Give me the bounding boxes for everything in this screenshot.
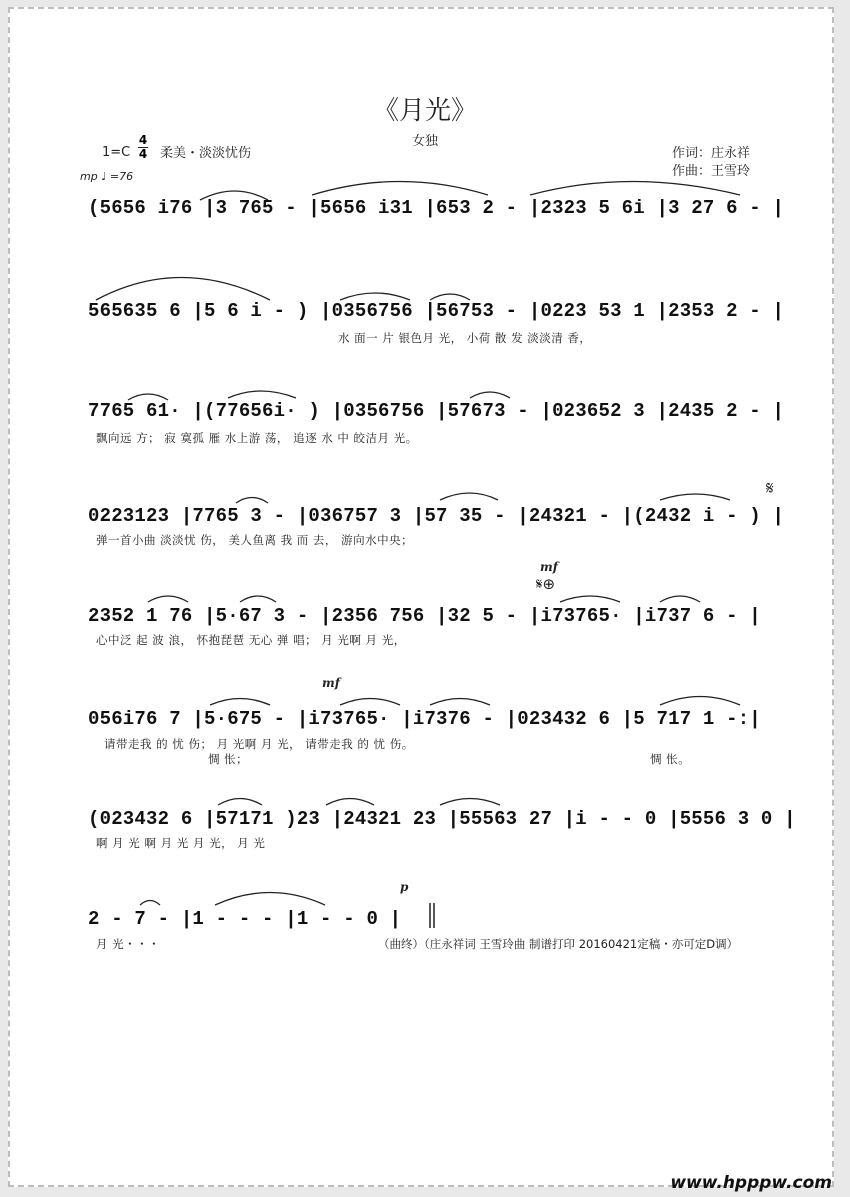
time-top: 4 bbox=[138, 133, 148, 147]
slur bbox=[218, 799, 262, 806]
lyricist-credit: 作词：庄永祥 bbox=[672, 146, 751, 161]
slur bbox=[340, 699, 400, 706]
notation-row-3: 7765 61· |(77656i· ) |0356756 |57673 - |023652 3 |2435 2 - | bbox=[88, 400, 785, 422]
slur bbox=[128, 394, 168, 400]
slur bbox=[440, 493, 498, 500]
slur bbox=[430, 294, 470, 300]
notation-row-1: (5656 i76 |3 765 - |5656 i31 |653 2 - |2323 5 6i |3 27 6 - | bbox=[88, 197, 785, 219]
notation-row-6: 056i76 7 |5·675 - |i73765· |i7376 - |023432 6 |5 717 1 -:| bbox=[88, 708, 761, 730]
tempo-mark: mp ♩ =76 bbox=[80, 170, 134, 183]
dynamic-p: p bbox=[400, 880, 409, 894]
expression-style: 柔美・淡淡忧伤 bbox=[160, 146, 252, 161]
slur bbox=[560, 596, 620, 602]
song-title: 《月光》 bbox=[372, 96, 477, 126]
slur bbox=[340, 293, 410, 300]
dynamic-mf-1: mf bbox=[540, 560, 558, 574]
slur bbox=[660, 494, 730, 500]
slur bbox=[210, 699, 270, 706]
lyric-row-5: 心中泛 起 波 浪， 怀抱琵琶 无心 弹 唱； 月 光啊 月 光， bbox=[96, 633, 406, 647]
notation-row-2: 565635 6 |5 6 i - ) |0356756 |56753 - |0223 53 1 |2353 2 - | bbox=[88, 300, 785, 322]
slur bbox=[96, 278, 270, 301]
slur bbox=[430, 699, 490, 706]
lyric-row-6-second-a: 惆 怅； bbox=[208, 752, 249, 766]
notation-row-7: (023432 6 |57171 )23 |24321 23 |55563 27 |i - - 0 |5556 3 0 | bbox=[88, 808, 796, 830]
lyric-row-8: 月 光・・・ bbox=[96, 937, 161, 951]
slur bbox=[140, 901, 160, 906]
composer-credit: 作曲：王雪玲 bbox=[672, 164, 751, 179]
segno-coda-sign: 𝄋⊕ bbox=[536, 575, 556, 593]
song-subtitle: 女独 bbox=[411, 134, 438, 149]
slur bbox=[660, 596, 700, 602]
ending-note: （曲终）（庄永祥词 王雪玲曲 制谱打印 20160421定稿・亦可定D调） bbox=[378, 937, 739, 951]
slur bbox=[148, 596, 188, 602]
slur bbox=[312, 182, 488, 196]
lyric-row-2: 水 面一 片 银色月 光， 小荷 散 发 淡淡清 香， bbox=[338, 331, 592, 345]
slur bbox=[530, 182, 740, 196]
lyric-row-6: 请带走我 的 忧 伤； 月 光啊 月 光， 请带走我 的 忧 伤。 bbox=[104, 737, 414, 751]
site-watermark: www.hpppw.com bbox=[670, 1173, 832, 1193]
notation-row-8: 2 - 7 - |1 - - - |1 - - 0 | bbox=[88, 908, 402, 930]
lyric-row-6-second-b: 惆 怅。 bbox=[650, 752, 691, 766]
lyric-row-3: 飘向远 方； 寂 寞孤 雁 水上游 荡， 追逐 水 中 皎洁月 光。 bbox=[96, 431, 418, 445]
slur bbox=[236, 498, 268, 504]
slur bbox=[440, 799, 500, 806]
lyric-row-7: 啊 月 光 啊 月 光 月 光， 月 光 bbox=[96, 836, 266, 850]
slur bbox=[200, 191, 268, 200]
lyric-row-4: 弹一首小曲 淡淡忧 伤， 美人鱼离 我 而 去， 游向水中央； bbox=[96, 533, 414, 547]
slur bbox=[215, 893, 325, 906]
slur bbox=[228, 391, 296, 398]
slur bbox=[660, 697, 740, 706]
segno-sign: 𝄋 bbox=[766, 478, 774, 499]
dynamic-mf-2: mf bbox=[322, 676, 340, 690]
notation-row-5: 2352 1 76 |5·67 3 - |2356 756 |32 5 - |i73765· |i737 6 - | bbox=[88, 605, 761, 627]
slur bbox=[326, 799, 374, 806]
slur bbox=[470, 392, 510, 398]
notation-row-4: 0223123 |7765 3 - |036757 3 |57 35 - |24321 - |(2432 i - ) | bbox=[88, 505, 785, 527]
slur bbox=[240, 596, 276, 602]
time-bottom: 4 bbox=[138, 147, 148, 161]
key-signature: 1=C bbox=[102, 145, 131, 160]
